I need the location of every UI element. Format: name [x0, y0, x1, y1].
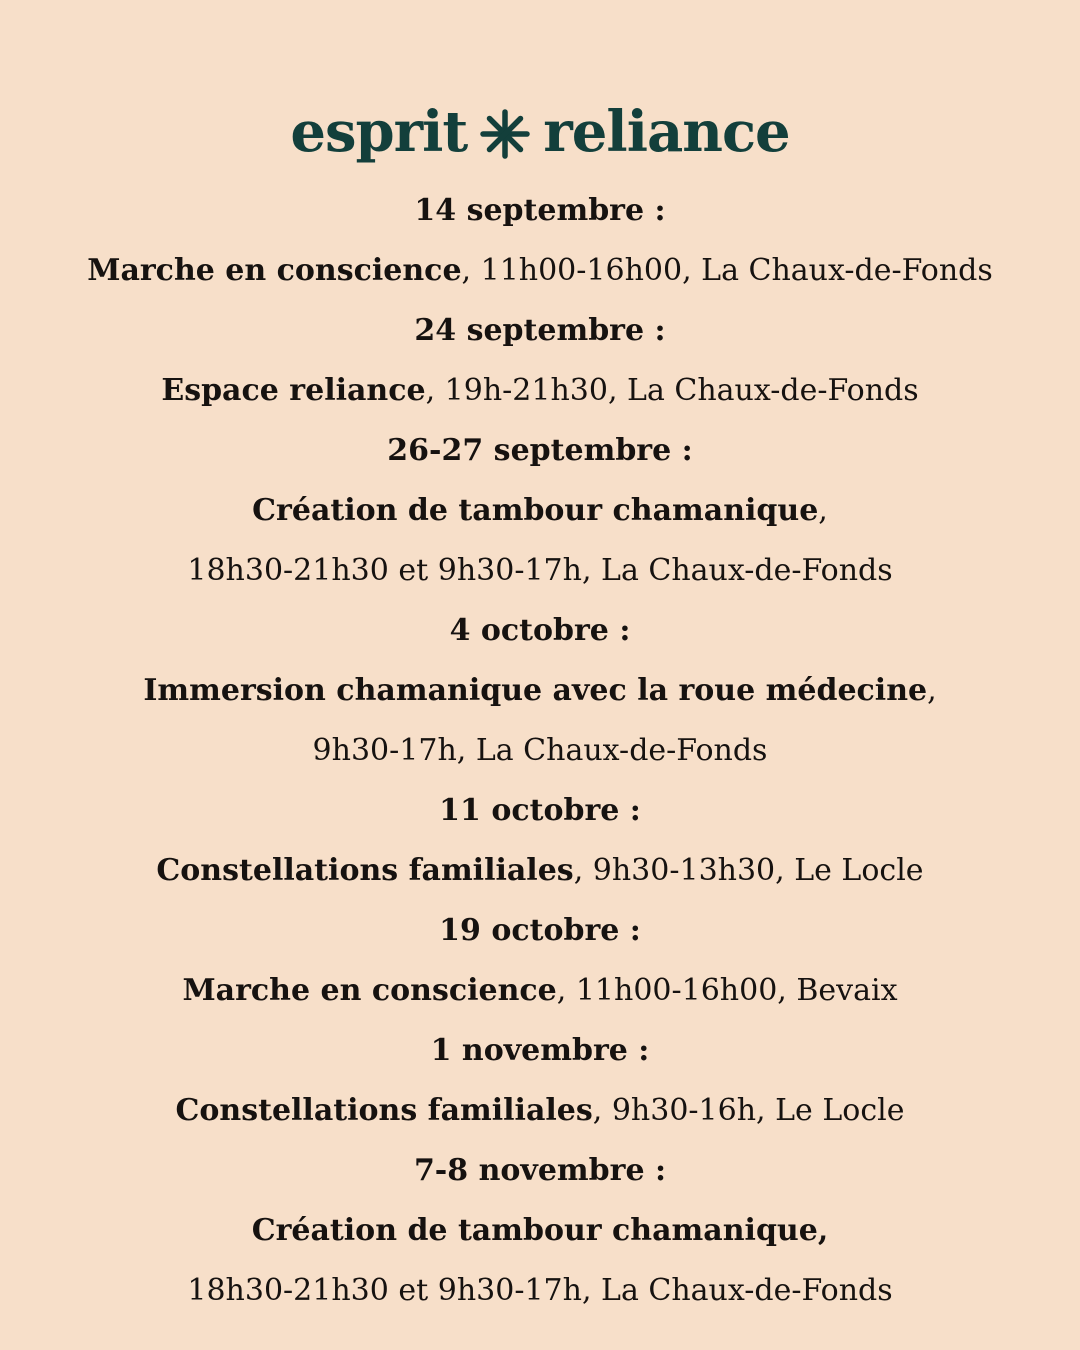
event-details: , — [927, 673, 937, 708]
event-line — [0, 241, 1080, 301]
event-title: Marche en conscience — [182, 973, 557, 1008]
event-title: Constellations familiales — [156, 853, 574, 888]
brand-word-left: esprit — [290, 99, 468, 165]
event-date: 1 novembre : — [430, 1033, 650, 1068]
event-details: , 11h00-16h00, Bevaix — [556, 973, 898, 1008]
event-line — [0, 1201, 1080, 1261]
event-details: , 11h00-16h00, La Chaux-de-Fonds — [461, 253, 993, 288]
event-details: , — [818, 493, 828, 528]
event-details-line: 18h30-21h30 et 9h30-17h, La Chaux-de-Fonds — [187, 553, 893, 588]
brand-word-right: reliance — [543, 99, 790, 165]
event-title: Création de tambour chamanique — [252, 493, 819, 528]
event-details-line: 18h30-21h30 et 9h30-17h, La Chaux-de-Fonds — [187, 1273, 893, 1308]
event-title: Création de tambour chamanique, — [251, 1213, 829, 1248]
event-date: 11 octobre : — [439, 793, 641, 828]
event-line — [0, 961, 1080, 1021]
asterisk-icon — [479, 108, 531, 160]
event-date: 26-27 septembre : — [387, 433, 693, 468]
event-title: Constellations familiales — [175, 1093, 593, 1128]
event-title: Immersion chamanique avec la roue médecine — [143, 673, 928, 708]
event-details: , 9h30-13h30, Le Locle — [573, 853, 924, 888]
event-details: , 19h-21h30, La Chaux-de-Fonds — [425, 373, 919, 408]
event-date: 24 septembre : — [414, 313, 666, 348]
event-date: 14 septembre : — [414, 193, 666, 228]
event-line — [0, 481, 1080, 541]
event-title: Marche en conscience — [87, 253, 462, 288]
brand-logo — [0, 92, 1080, 172]
event-date: 7-8 novembre : — [413, 1153, 667, 1188]
event-line — [0, 841, 1080, 901]
event-date: 19 octobre : — [439, 913, 641, 948]
event-line — [0, 661, 1080, 721]
event-date: 4 octobre : — [449, 613, 631, 648]
event-list — [0, 181, 1080, 1321]
event-line — [0, 361, 1080, 421]
event-title: Espace reliance — [161, 373, 426, 408]
event-details: , 9h30-16h, Le Locle — [592, 1093, 905, 1128]
event-details-line: 9h30-17h, La Chaux-de-Fonds — [312, 733, 768, 768]
event-line — [0, 1081, 1080, 1141]
